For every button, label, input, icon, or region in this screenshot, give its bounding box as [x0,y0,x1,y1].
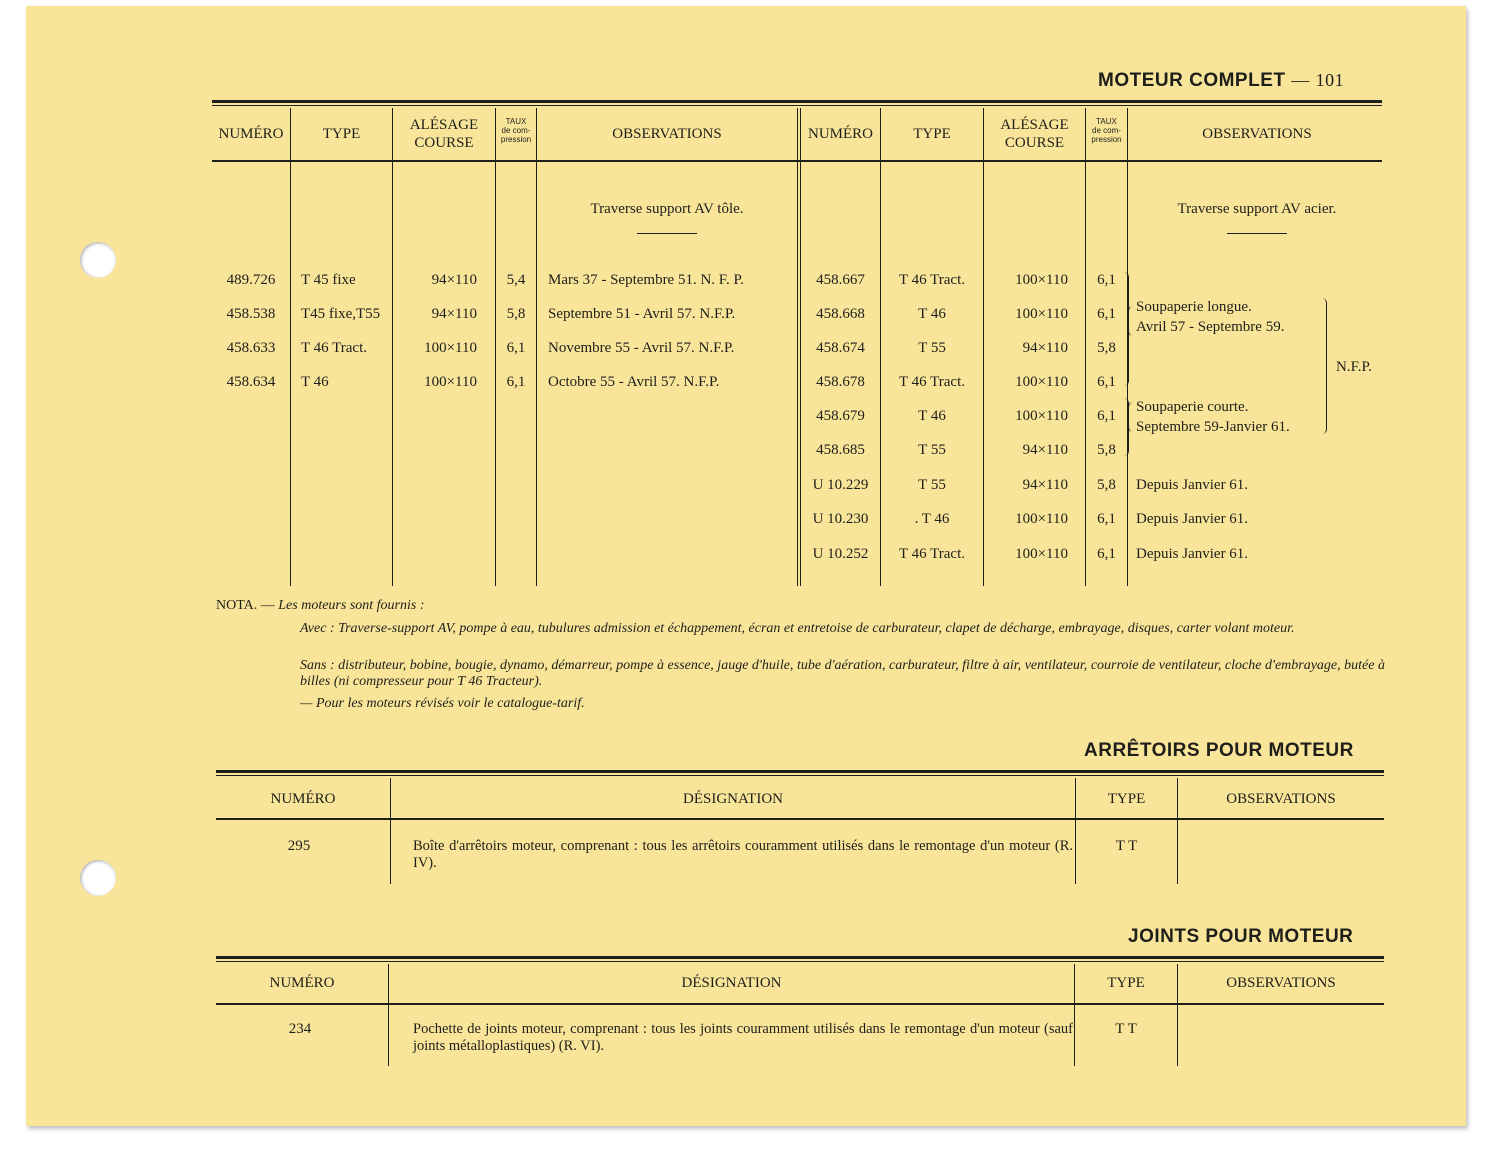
row-alesage: 100×110 [1015,272,1068,288]
nfp-label: N.F.P. [1336,359,1372,375]
row-numero: 234 [288,1021,312,1037]
row-numero: 458.633 [226,340,276,356]
section-title-arretoirs: ARRÊTOIRS POUR MOTEUR [1084,740,1354,761]
subheading-underline [637,233,697,234]
header-course: COURSE [1004,135,1065,151]
row-taux: 6,1 [1097,546,1116,562]
taux-line: TAUX [505,117,527,126]
header-numero: NUMÉRO [218,126,284,142]
row-type: . T 46 [914,511,950,527]
row-alesage: 94×110 [1022,442,1068,458]
header-alesage: ALÉSAGE [1000,117,1069,133]
row-type: T 45 fixe [301,272,356,288]
header-taux [496,117,536,144]
row-numero: 458.679 [816,408,865,424]
row-alesage: 94×110 [431,306,477,322]
binder-hole-bottom [80,860,116,896]
row-type: T 55 [918,442,946,458]
table-top-rule [212,100,1382,103]
row-numero: 458.678 [816,374,865,390]
row-observations: Septembre 51 - Avril 57. N.F.P. [548,306,736,322]
header-course: COURSE [414,135,474,151]
nota-revises: — Pour les moteurs révisés voir le catalogue-tarif. [300,696,585,711]
row-observations: Depuis Janvier 61. [1136,511,1249,527]
row-type: T 46 Tract. [899,374,965,390]
header-type: TYPE [913,126,951,142]
taux-line: pression [1091,135,1122,144]
row-numero: 458.667 [816,272,865,288]
group-short-line2: Septembre 59-Janvier 61. [1136,419,1290,435]
header-numero: NUMÉRO [269,975,335,991]
row-type: T 46 Tract. [899,546,965,562]
row-taux: 6,1 [506,374,526,390]
right-subheading: Traverse support AV acier. [1177,201,1337,217]
header-alesage: ALÉSAGE [409,117,479,133]
header-designation: DÉSIGNATION [681,975,782,991]
section-title-joints: JOINTS POUR MOTEUR [1128,926,1354,947]
row-taux: 6,1 [1097,408,1116,424]
header-taux [1086,117,1127,144]
row-numero: 458.634 [226,374,276,390]
nota-intro [216,598,425,614]
row-type: T45 fixe,T55 [301,306,381,322]
moteur-title: MOTEUR COMPLET [1098,70,1286,91]
row-type: T 46 [301,374,329,390]
page-number: 101 [1315,70,1345,90]
header-alesage-course [393,116,495,152]
group-short-line1: Soupaperie courte. [1136,399,1249,415]
row-alesage: 100×110 [1015,306,1068,322]
row-observations: Mars 37 - Septembre 51. N. F. P. [548,272,744,288]
binder-hole-top [80,242,116,278]
subheading-underline [1227,233,1287,234]
group-long-line2: Avril 57 - Septembre 59. [1136,319,1285,335]
taux-line: de com- [1092,126,1121,135]
row-observations: Depuis Janvier 61. [1136,546,1249,562]
header-type: TYPE [322,126,361,142]
row-alesage: 94×110 [1022,340,1068,356]
col-divider [536,108,537,586]
row-taux: 5,8 [1097,442,1116,458]
row-numero: 458.538 [226,306,276,322]
row-numero: 458.685 [816,442,865,458]
taux-line: TAUX [1096,117,1117,126]
row-type: T T [1115,838,1138,854]
row-taux: 6,1 [506,340,526,356]
col-divider-double [797,108,798,586]
table-top-rule-thin [212,105,1382,106]
left-subheading: Traverse support AV tôle. [590,201,744,217]
row-numero: U 10.229 [812,477,869,493]
brace-nfp [1322,298,1327,434]
row-alesage: 100×110 [1015,546,1068,562]
col-divider [290,108,291,586]
row-observations: Octobre 55 - Avril 57. N.F.P. [548,374,720,390]
row-designation: Boîte d'arrêtoirs moteur, comprenant : tous les arrêtoirs couramment utilisés dans le remontage d'un moteur (R. IV). [413,838,1073,871]
row-alesage: 100×110 [1015,511,1068,527]
row-numero: U 10.230 [812,511,869,527]
row-taux: 6,1 [1097,306,1116,322]
section-title-moteur [1098,70,1344,92]
header-observations: OBSERVATIONS [1226,975,1336,991]
row-taux: 5,8 [506,306,526,322]
group-long-line1: Soupaperie longue. [1136,299,1252,315]
arretoirs-header-rule [216,818,1384,820]
row-alesage: 94×110 [1022,477,1068,493]
row-type: T T [1115,1021,1137,1037]
taux-line: pression [500,135,532,144]
nota-intro-text: Les moteurs sont fournis : [278,598,425,613]
header-type: TYPE [1107,975,1145,991]
row-observations: Depuis Janvier 61. [1136,477,1249,493]
row-alesage: 100×110 [424,374,477,390]
joints-top-rule-thin [216,961,1384,962]
arretoirs-top-rule [216,770,1384,773]
row-taux: 6,1 [1097,511,1116,527]
row-taux: 5,8 [1097,477,1116,493]
header-observations: OBSERVATIONS [612,126,722,142]
row-type: T 46 [918,408,946,424]
header-observations: OBSERVATIONS [1202,126,1312,142]
page-separator: — [1291,70,1310,90]
row-alesage: 94×110 [431,272,477,288]
brace-inner-long [1128,306,1133,336]
row-taux: 5,4 [506,272,526,288]
row-taux: 6,1 [1097,272,1116,288]
row-numero: U 10.252 [812,546,869,562]
row-numero: 458.674 [816,340,865,356]
nota-label: NOTA. — [216,598,275,613]
row-type: T 46 Tract. [899,272,965,288]
nota-sans: Sans : distributeur, bobine, bougie, dynamo, démarreur, pompe à essence, jauge d'huile, tube d'aération, carburateur, filtre à air, ventilateur, courroie de ventilateur, cloche d'embrayage, butée à billes (ni compresseur pour T 46 Tracteur). [300,658,1385,689]
row-alesage: 100×110 [424,340,477,356]
header-type: TYPE [1107,791,1146,807]
row-type: T 46 Tract. [301,340,367,356]
nota-avec: Avec : Traverse-support AV, pompe à eau, tubulures admission et échappement, écran et entretoise de carburateur, clapet de décharge, embrayage, disques, carter volant moteur. [300,621,1295,636]
row-type: T 55 [918,477,946,493]
row-observations: Novembre 55 - Avril 57. N.F.P. [548,340,735,356]
row-numero: 295 [287,838,311,854]
row-alesage: 100×110 [1015,408,1068,424]
joints-top-rule [216,956,1384,959]
joints-header-rule [216,1003,1384,1005]
row-taux: 5,8 [1097,340,1116,356]
header-designation: DÉSIGNATION [683,791,783,807]
taux-line: de com- [501,126,531,135]
row-numero: 489.726 [226,272,276,288]
row-type: T 46 [918,306,946,322]
header-alesage-course [984,116,1085,152]
arretoirs-top-rule-thin [216,775,1384,776]
row-type: T 55 [918,340,946,356]
row-alesage: 100×110 [1015,374,1068,390]
row-taux: 6,1 [1097,374,1116,390]
row-numero: 458.668 [816,306,865,322]
header-numero: NUMÉRO [270,791,336,807]
brace-inner-short [1128,402,1133,432]
header-observations: OBSERVATIONS [1226,791,1336,807]
row-designation: Pochette de joints moteur, comprenant : tous les joints couramment utilisés dans le remontage d'un moteur (sauf joints métalloplastiques) (R. VI). [413,1021,1073,1054]
header-numero: NUMÉRO [807,126,873,142]
